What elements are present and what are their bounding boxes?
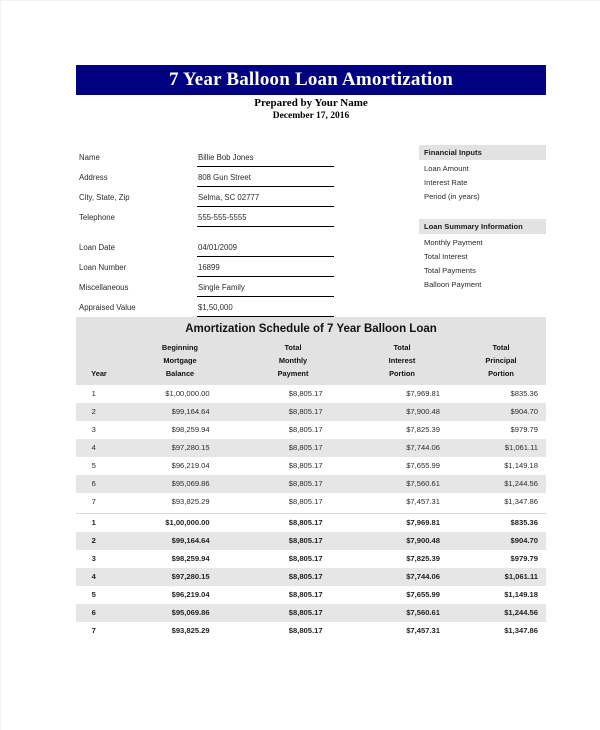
- page-title: 7 Year Balloon Loan Amortization: [168, 69, 453, 90]
- contact-label: Address: [79, 173, 108, 182]
- cell-balance: $96,219.04: [171, 461, 210, 470]
- cell-principal: $904.70: [510, 407, 538, 416]
- column-header: [122, 341, 238, 380]
- table-row: [76, 493, 546, 511]
- table-row: [76, 604, 546, 622]
- column-header: [238, 341, 348, 380]
- loan-detail-label: Loan Date: [79, 243, 115, 252]
- cell-year: 2: [91, 536, 96, 545]
- column-header-line: Total: [492, 343, 510, 352]
- cell-balance: $93,825.29: [171, 626, 210, 635]
- cell-interest: $7,900.48: [406, 536, 440, 545]
- financial-input-label: Loan Amount: [424, 164, 469, 173]
- financial-inputs-panel: [419, 145, 546, 202]
- table-row: [76, 514, 546, 533]
- cell-principal: $1,149.18: [504, 590, 538, 599]
- column-header-line: Total: [284, 343, 302, 352]
- cell-balance: $98,259.94: [171, 425, 210, 434]
- cell-payment: $8,805.17: [288, 626, 323, 635]
- financial-input-row: [419, 174, 546, 188]
- cell-payment: $8,805.17: [288, 479, 323, 488]
- contact-field[interactable]: 808 Gun Street: [197, 172, 334, 187]
- loan-summary-row: [419, 234, 546, 248]
- cell-interest: $7,560.61: [406, 479, 440, 488]
- contact-form: [79, 147, 334, 227]
- column-header: [76, 341, 122, 380]
- contact-row: [79, 207, 334, 227]
- column-header-line: Principal: [485, 356, 517, 365]
- loan-summary-header: Loan Summary Information: [419, 219, 546, 234]
- cell-principal: $1,347.86: [504, 497, 538, 506]
- loan-summary-panel: [419, 219, 546, 290]
- loan-detail-row: [79, 277, 334, 297]
- cell-year: 1: [91, 518, 96, 527]
- cell-balance: $97,280.15: [171, 443, 210, 452]
- cell-balance: $98,259.94: [171, 554, 210, 563]
- cell-payment: $8,805.17: [288, 590, 323, 599]
- column-header-line: Total: [393, 343, 411, 352]
- financial-input-row: [419, 160, 546, 174]
- table-row: [76, 550, 546, 568]
- cell-interest: $7,655.99: [406, 590, 440, 599]
- cell-payment: $8,805.17: [288, 461, 323, 470]
- financial-input-header: Financial Inputs: [419, 145, 546, 160]
- cell-payment: $8,805.17: [288, 572, 323, 581]
- column-header-line: Year: [91, 369, 107, 378]
- cell-balance: $1,00,000.00: [165, 518, 210, 527]
- loan-summary-label: Total Payments: [424, 266, 476, 275]
- table-row: [76, 568, 546, 586]
- cell-interest: $7,744.06: [406, 443, 440, 452]
- cell-payment: $8,805.17: [288, 608, 323, 617]
- cell-interest: $7,744.06: [406, 572, 440, 581]
- cell-payment: $8,805.17: [288, 425, 323, 434]
- cell-principal: $1,149.18: [504, 461, 538, 470]
- cell-payment: $8,805.17: [288, 518, 323, 527]
- financial-input-row: [419, 188, 546, 202]
- schedule-title: Amortization Schedule of 7 Year Balloon Loan: [185, 323, 437, 335]
- cell-interest: $7,560.61: [406, 608, 440, 617]
- cell-year: 4: [91, 572, 96, 581]
- cell-balance: $99,164.64: [171, 407, 210, 416]
- amortization-table-primary: [76, 385, 546, 511]
- cell-year: 6: [91, 479, 96, 488]
- cell-balance: $1,00,000.00: [165, 389, 210, 398]
- cell-principal: $835.36: [510, 389, 538, 398]
- loan-summary-row: [419, 276, 546, 290]
- cell-payment: $8,805.17: [288, 497, 323, 506]
- cell-principal: $835.36: [510, 518, 538, 527]
- column-header: [456, 341, 546, 380]
- loan-summary-label: Monthly Payment: [424, 238, 483, 247]
- cell-principal: $1,061.11: [504, 572, 538, 581]
- cell-balance: $95,069.86: [171, 608, 210, 617]
- cell-principal: $1,061.11: [504, 443, 538, 452]
- cell-interest: $7,655.99: [406, 461, 440, 470]
- column-header-line: Payment: [277, 369, 309, 378]
- contact-field[interactable]: Billie Bob Jones: [197, 152, 334, 167]
- cell-principal: $979.79: [510, 425, 538, 434]
- cell-balance: $96,219.04: [171, 590, 210, 599]
- cell-principal: $979.79: [510, 554, 538, 563]
- table-row: [76, 457, 546, 475]
- cell-balance: $99,164.64: [171, 536, 210, 545]
- column-header-line: [76, 354, 122, 367]
- cell-payment: $8,805.17: [288, 536, 323, 545]
- column-header-line: Beginning: [161, 343, 199, 352]
- table-row: [76, 532, 546, 550]
- schedule-column-headers: [76, 341, 546, 380]
- document-date: December 17, 2016: [272, 111, 350, 121]
- cell-principal: $1,244.56: [504, 479, 538, 488]
- cell-interest: $7,900.48: [406, 407, 440, 416]
- contact-label: Name: [79, 153, 100, 162]
- loan-detail-label: Appraised Value: [79, 303, 136, 312]
- cell-year: 1: [91, 389, 96, 398]
- loan-summary-label: Total Interest: [424, 252, 468, 261]
- loan-summary-row: [419, 248, 546, 262]
- cell-year: 4: [91, 443, 96, 452]
- loan-detail-row: [79, 257, 334, 277]
- loan-detail-field[interactable]: 16899: [197, 262, 334, 277]
- column-header-line: Interest: [388, 356, 416, 365]
- column-header-line: Balance: [165, 369, 195, 378]
- cell-principal: $904.70: [510, 536, 538, 545]
- cell-payment: $8,805.17: [288, 389, 323, 398]
- loan-details-form: [79, 237, 334, 317]
- loan-detail-row: [79, 297, 334, 317]
- loan-detail-field[interactable]: $1,50,000: [197, 302, 334, 317]
- financial-input-label: Interest Rate: [424, 178, 468, 187]
- column-header-line: Portion: [488, 369, 514, 378]
- cell-payment: $8,805.17: [288, 443, 323, 452]
- cell-year: 5: [91, 590, 96, 599]
- schedule-header-banner: [76, 317, 546, 385]
- cell-interest: $7,969.81: [406, 389, 440, 398]
- loan-detail-label: Miscellaneous: [79, 283, 129, 292]
- column-header: [348, 341, 456, 380]
- cell-year: 2: [91, 407, 96, 416]
- table-row: [76, 421, 546, 439]
- column-header-line: Mortgage: [163, 356, 197, 365]
- cell-interest: $7,825.39: [406, 425, 440, 434]
- table-row: [76, 475, 546, 493]
- column-header-line: Portion: [389, 369, 415, 378]
- column-header-line: Monthly: [278, 356, 308, 365]
- loan-detail-row: [79, 237, 334, 257]
- cell-year: 3: [91, 425, 96, 434]
- cell-payment: $8,805.17: [288, 407, 323, 416]
- table-row: [76, 385, 546, 403]
- table-row: [76, 622, 546, 640]
- loan-detail-field[interactable]: 04/01/2009: [197, 242, 334, 257]
- column-header-line: [76, 341, 122, 354]
- table-row: [76, 439, 546, 457]
- cell-interest: $7,969.81: [406, 518, 440, 527]
- loan-detail-field[interactable]: Single Family: [197, 282, 334, 297]
- amortization-table-secondary: [76, 513, 546, 640]
- prepared-by-line: Prepared by Your Name: [254, 97, 368, 109]
- contact-field[interactable]: 555-555-5555: [197, 212, 334, 227]
- cell-interest: $7,457.31: [406, 497, 440, 506]
- cell-payment: $8,805.17: [288, 554, 323, 563]
- cell-principal: $1,347.86: [504, 626, 538, 635]
- cell-interest: $7,825.39: [406, 554, 440, 563]
- cell-year: 7: [91, 497, 96, 506]
- cell-balance: $97,280.15: [171, 572, 210, 581]
- cell-year: 6: [91, 608, 96, 617]
- table-row: [76, 403, 546, 421]
- contact-row: [79, 167, 334, 187]
- cell-interest: $7,457.31: [406, 626, 440, 635]
- contact-label: Telephone: [79, 213, 115, 222]
- document-title-banner: [76, 65, 546, 95]
- contact-row: [79, 187, 334, 207]
- contact-label: City, State, Zip: [79, 193, 130, 202]
- cell-year: 3: [91, 554, 96, 563]
- financial-input-label: Period (in years): [424, 192, 480, 201]
- cell-year: 5: [91, 461, 96, 470]
- contact-row: [79, 147, 334, 167]
- table-row: [76, 586, 546, 604]
- loan-summary-row: [419, 262, 546, 276]
- contact-field[interactable]: Selma, SC 02777: [197, 192, 334, 207]
- cell-principal: $1,244.56: [504, 608, 538, 617]
- loan-detail-label: Loan Number: [79, 263, 127, 272]
- loan-summary-label: Balloon Payment: [424, 280, 482, 289]
- cell-balance: $93,825.29: [171, 497, 210, 506]
- cell-balance: $95,069.86: [171, 479, 210, 488]
- cell-year: 7: [91, 626, 96, 635]
